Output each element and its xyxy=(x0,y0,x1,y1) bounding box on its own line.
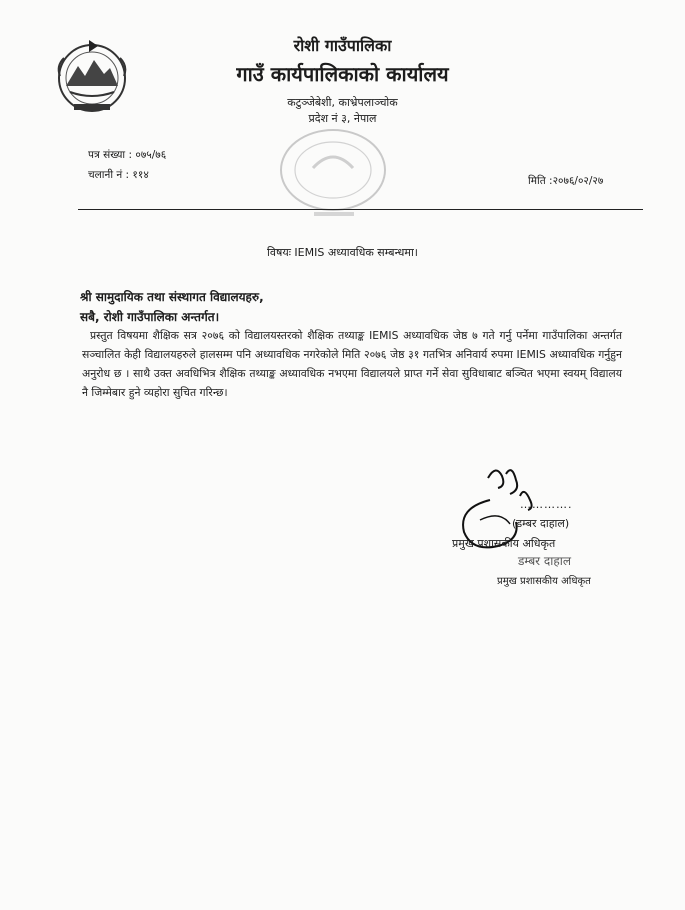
municipality-name: रोशी गाउँपालिका xyxy=(293,36,392,55)
header-divider xyxy=(78,209,643,210)
office-title: गाउँ कार्यपालिकाको कार्यालय xyxy=(236,62,449,86)
signatory-name: (डम्बर दाहाल) xyxy=(512,517,570,530)
letter-date: मिति :२०७६/०२/२७ xyxy=(528,175,604,187)
dispatch-number: चलानी नं : ११४ xyxy=(88,169,149,181)
signature-stamp-title: प्रमुख प्रशासकीय अधिकृत xyxy=(497,576,591,587)
letter-body: प्रस्तुत विषयमा शैक्षिक सत्र २०७६ को विद्यालयस्तरको शैक्षिक तथ्याङ्क IEMIS अध्यावधिक जेष्ठ ७ गते गर्नु पर्नेमा गाउँपालिका अन्तर्गत सञ्चालित केही विद्यालयहरुले हालसम्म पनि अध्यावधिक नगरेकोले मिति २०७६ जेष्ठ ३१ गतभित्र अनिवार्य रुपमा IEMIS अध्यावधिक गर्नुहुन अनुरोध छ । साथै उक्त अवधिभित्र शैक्षिक तथ्याङ्क अध्यावधिक नभएमा विद्यालयले प्राप्त गर्ने सेवा सुविधाबाट बञ्चित भएमा स्वयम् विद्यालय नै जिम्मेबार हुने व्यहोरा सुचित गरिन्छ। xyxy=(82,329,622,399)
office-address xyxy=(0,95,685,127)
office-stamp xyxy=(268,128,398,228)
letter-subject: विषयः IEMIS अध्यावधिक सम्बन्धमा। xyxy=(267,246,418,259)
addressee-line-2: सबै, रोशी गाउँपालिका अन्तर्गत। xyxy=(80,310,220,324)
addressee xyxy=(80,287,264,327)
addressee-line-1: श्री सामुदायिक तथा संस्थागत विद्यालयहरु, xyxy=(80,290,264,304)
letter-number: पत्र संख्या : ०७५/७६ xyxy=(88,149,167,161)
address-line-1: कटुञ्जेबेशी, काभ्रेपलाञ्चोक xyxy=(287,96,398,109)
address-line-2: प्रदेश नं ३, नेपाल xyxy=(308,112,377,125)
signature-stamp-name: डम्बर दाहाल xyxy=(518,554,571,568)
signature-dots: …………. xyxy=(520,498,573,511)
signatory-title: प्रमुख प्रशासकीय अधिकृत xyxy=(452,537,556,550)
